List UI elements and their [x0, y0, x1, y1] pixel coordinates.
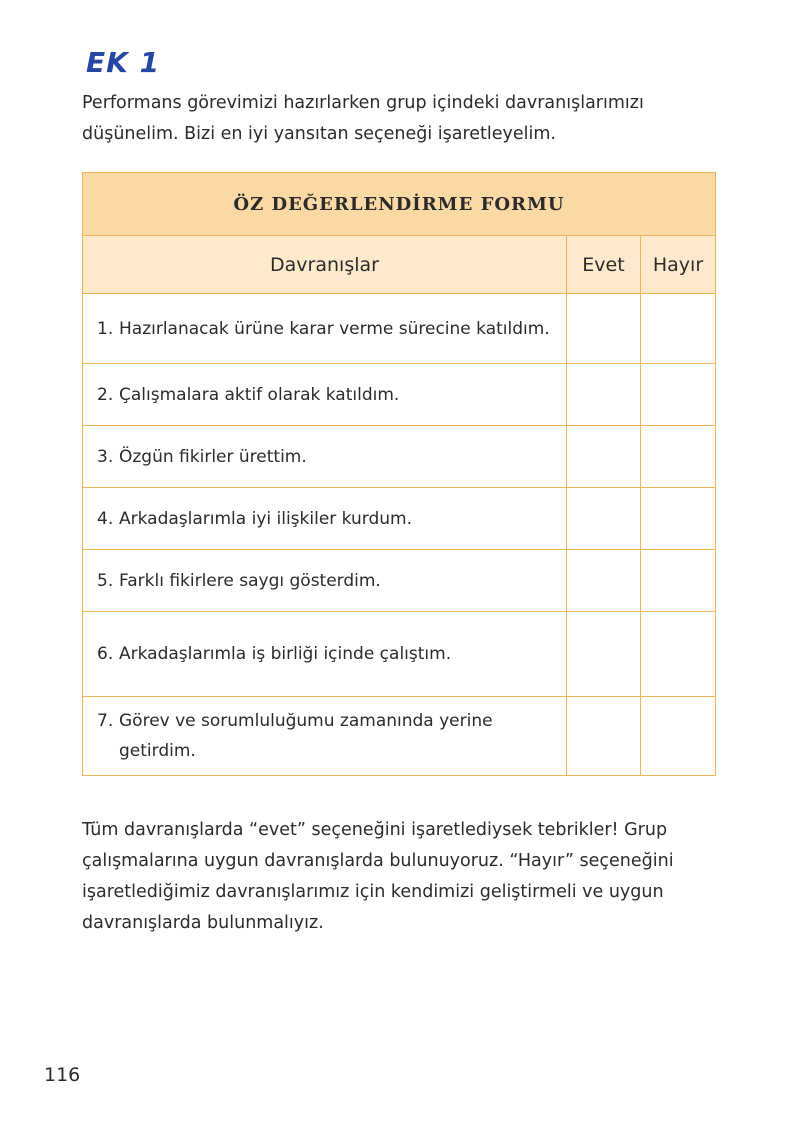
self-assessment-form: [82, 172, 716, 776]
section-heading: EK 1: [86, 46, 161, 79]
item-number: 6.: [97, 644, 114, 664]
no-checkbox-cell[interactable]: [641, 426, 716, 488]
column-header-no: Hayır: [641, 236, 716, 294]
item-text: Arkadaşlarımla iş birliği içinde çalıştım.: [119, 644, 452, 664]
yes-checkbox-cell[interactable]: [567, 294, 641, 364]
yes-checkbox-cell[interactable]: [567, 612, 641, 697]
yes-checkbox-cell[interactable]: [567, 697, 641, 776]
outro-text: Tüm davranışlarda “evet” seçeneğini işaretlediysek tebrikler! Grup çalışmalarına uygun davranışlarda bulunuyoruz. “Hayır” seçeneğini işaretlediğimiz davranışlarımız için kendimizi geliştirmeli ve uygun davranışlarda bulunmalıyız.: [82, 820, 674, 933]
table-row: [83, 550, 716, 612]
behavior-cell: [83, 550, 567, 612]
behavior-cell: [83, 294, 567, 364]
form-title: ÖZ DEĞERLENDİRME FORMU: [83, 173, 716, 236]
yes-checkbox-cell[interactable]: [567, 364, 641, 426]
item-number: 4.: [97, 508, 114, 529]
behavior-cell: [83, 426, 567, 488]
item-number: 1.: [97, 318, 114, 339]
item-text: Çalışmalara aktif olarak katıldım.: [119, 384, 400, 405]
no-checkbox-cell[interactable]: [641, 697, 716, 776]
item-text: Arkadaşlarımla iyi ilişkiler kurdum.: [119, 508, 413, 529]
table-row: [83, 488, 716, 550]
table-row: [83, 697, 716, 776]
table-row: [83, 294, 716, 364]
item-number: 7.: [97, 711, 114, 731]
item-number: 3.: [97, 446, 114, 467]
item-number: 5.: [97, 570, 114, 591]
item-text: Özgün fikirler ürettim.: [119, 446, 307, 467]
no-checkbox-cell[interactable]: [641, 294, 716, 364]
behavior-cell: [83, 697, 567, 776]
table-row: [83, 612, 716, 697]
behavior-cell: [83, 488, 567, 550]
column-header-yes: Evet: [567, 236, 641, 294]
yes-checkbox-cell[interactable]: [567, 488, 641, 550]
behavior-cell: [83, 364, 567, 426]
table-row: [83, 426, 716, 488]
page-number: 116: [44, 1064, 81, 1086]
yes-checkbox-cell[interactable]: [567, 550, 641, 612]
item-text: Hazırlanacak ürüne karar verme sürecine katıldım.: [119, 318, 550, 339]
table-row: [83, 364, 716, 426]
no-checkbox-cell[interactable]: [641, 550, 716, 612]
behavior-cell: [83, 612, 567, 697]
item-number: 2.: [97, 384, 114, 405]
no-checkbox-cell[interactable]: [641, 612, 716, 697]
intro-text: Performans görevimizi hazırlarken grup içindeki davranışlarımızı düşünelim. Bizi en iyi yansıtan seçeneği işaretleyelim.: [82, 93, 644, 144]
no-checkbox-cell[interactable]: [641, 364, 716, 426]
no-checkbox-cell[interactable]: [641, 488, 716, 550]
yes-checkbox-cell[interactable]: [567, 426, 641, 488]
item-text: Görev ve sorumluluğumu zamanında yerine getirdim.: [119, 711, 493, 761]
column-header-behaviors: Davranışlar: [83, 236, 567, 294]
item-text: Farklı fikirlere saygı gösterdim.: [119, 570, 381, 591]
